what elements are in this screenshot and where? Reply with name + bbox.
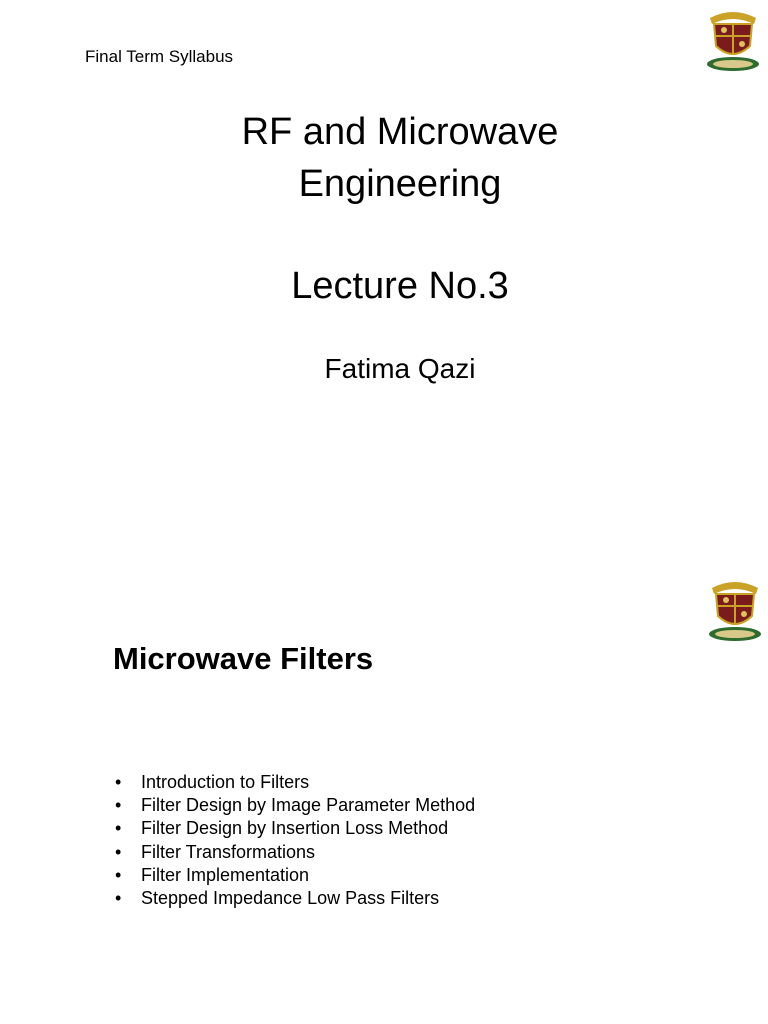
section-title: Microwave Filters [113, 641, 374, 676]
bullet: • [115, 795, 122, 816]
lecture-number: Lecture No.3 [291, 265, 509, 307]
topics-slide [0, 512, 768, 1024]
topic-text: Filter Transformations [141, 841, 316, 862]
list-item [113, 887, 475, 910]
bullet: • [115, 818, 122, 839]
list-item [113, 794, 475, 817]
topic-text: Filter Design by Insertion Loss Method [141, 818, 449, 839]
bullet: • [115, 864, 122, 885]
bullet: • [115, 841, 122, 862]
list-item [113, 817, 475, 840]
topic-text: Filter Implementation [141, 864, 310, 885]
topic-list [113, 771, 475, 910]
syllabus-header: Final Term Syllabus [85, 47, 234, 66]
university-crest-icon [704, 574, 766, 642]
topic-text: Stepped Impedance Low Pass Filters [141, 888, 440, 909]
bullet: • [115, 772, 122, 792]
topic-text: Introduction to Filters [141, 772, 310, 792]
list-item [113, 864, 475, 887]
list-item [113, 841, 475, 864]
course-title-line-1: RF and Microwave [241, 111, 559, 153]
list-item [113, 771, 475, 794]
topic-text: Filter Design by Image Parameter Method [141, 795, 476, 816]
bullet: • [115, 888, 122, 909]
course-title-line-2: Engineering [298, 163, 502, 205]
author-name: Fatima Qazi [324, 353, 476, 384]
university-crest-icon [702, 4, 764, 72]
